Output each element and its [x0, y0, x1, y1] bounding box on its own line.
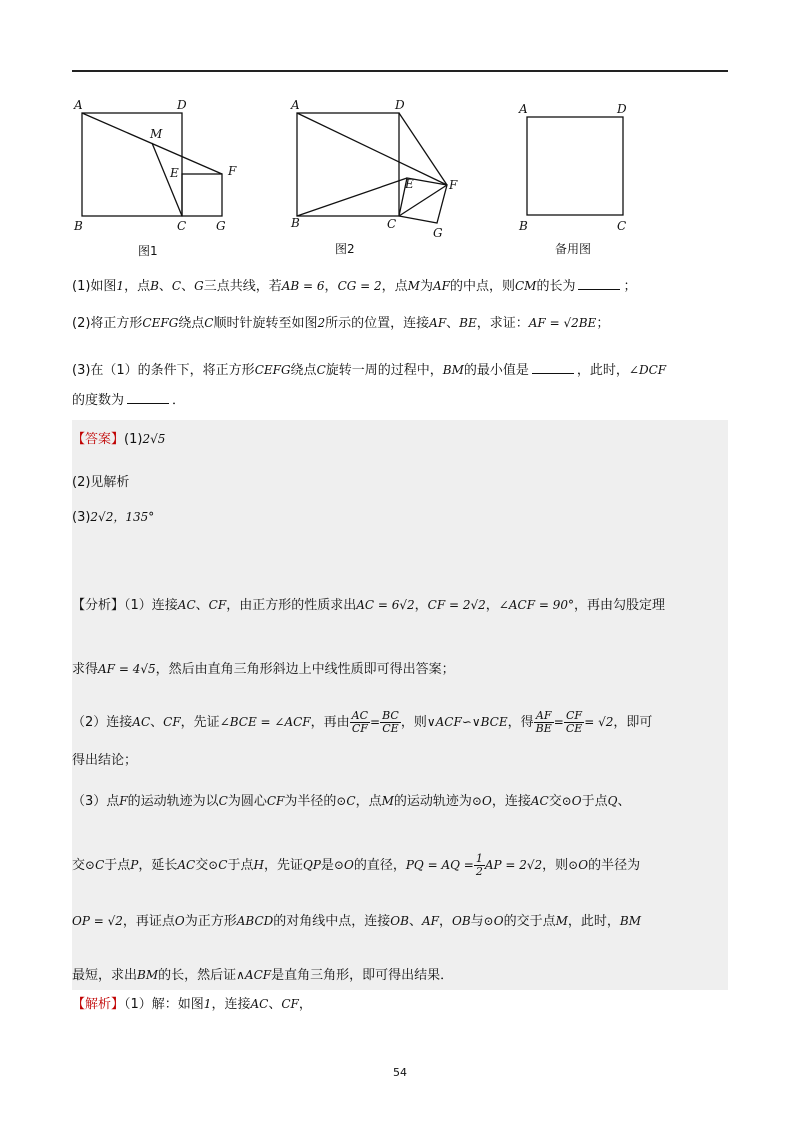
fig3-caption: 备用图: [555, 242, 592, 256]
answer-line-2: (2)见解析: [72, 475, 130, 490]
analysis-line-3: （2）连接AC、CF，先证∠BCE = ∠ACF，再由 $\frac{AC}{CF}$ = $\frac{BC}{CE}$ ，则∨ACF∽∨BCE，得 $\frac{AF}{BE}$ = $\frac{CF}{CE}$ = √2，即可: [72, 709, 653, 735]
fraction-cf-ce: $\frac{CF}{CE}$: [565, 709, 583, 735]
fraction-one-half: $\frac{1}{2}$: [475, 852, 483, 878]
fig2-label-G: G: [433, 226, 443, 240]
fraction-bc-ce: $\frac{BC}{CE}$: [382, 709, 399, 735]
fig2-caption: 图2: [335, 242, 355, 256]
fraction-af-be: $\frac{AF}{BE}$: [535, 709, 552, 735]
analysis-line-8: 最短，求出BM的长，然后证∧ACF是直角三角形，即可得出结果．: [72, 968, 454, 983]
question-2: (2)将正方形CEFG绕点C顺时针旋转至如图2所示的位置，连接AF、BE，求证：AF = √2BE；: [72, 316, 610, 331]
page-number: 54: [393, 1066, 407, 1079]
fig3-label-A: A: [519, 102, 528, 116]
fig1-caption: 图1: [138, 244, 158, 258]
header-rule: [72, 70, 728, 72]
fig2-label-C: C: [387, 217, 397, 231]
fig1-label-C: C: [177, 219, 187, 233]
answer-blank-3: [127, 391, 169, 404]
analysis-line-5: （3）点F的运动轨迹为以C为圆心CF为半径的⊙C，点M的运动轨迹为⊙O，连接AC交⊙O于点Q、: [72, 794, 631, 809]
fig2-label-A: A: [291, 98, 300, 112]
fig1-label-A: A: [74, 98, 83, 112]
analysis-line-2: 求得AF = 4√5，然后由直角三角形斜边上中线性质即可得出答案；: [72, 662, 455, 677]
figure-1-diagram: [70, 95, 260, 265]
question-3-line-1: (3)在（1）的条件下，将正方形CEFG绕点C旋转一周的过程中，BM的最小值是 ，此时，∠DCF: [72, 363, 667, 378]
fraction-ac-cf: $\frac{AC}{CF}$: [351, 709, 369, 735]
fig1-label-M: M: [150, 127, 163, 141]
analysis-line-6: 交⊙C于点P，延长AC交⊙C于点H，先证QP是⊙O的直径，PQ = AQ = $\frac{1}{2}$ AP = 2√2，则⊙O的半径为: [72, 852, 641, 878]
solution-line-1: 【解析】（1）解：如图1，连接AC、CF，: [72, 997, 312, 1012]
figure-1: [70, 95, 260, 269]
answer-blank-1: [578, 277, 620, 290]
figure-3-diagram: [515, 95, 655, 265]
answer-blank-2: [532, 361, 574, 374]
fig2-label-B: B: [291, 216, 300, 230]
fig1-label-G: G: [216, 219, 226, 233]
answer-analysis-panel: [72, 420, 728, 990]
analysis-line-7: OP = √2，再证点O为正方形ABCD的对角线中点，连接OB、AF，OB与⊙O的交于点M，此时，BM: [72, 914, 641, 929]
answer-line-1: 【答案】(1)2√5: [72, 432, 166, 447]
figure-2-diagram: [285, 95, 475, 265]
fig1-label-D: D: [177, 98, 187, 112]
answer-line-3: (3)2√2，135°: [72, 510, 155, 525]
fig1-label-E: E: [170, 166, 179, 180]
fig3-label-B: B: [519, 219, 528, 233]
fig3-label-C: C: [617, 219, 627, 233]
fig2-label-D: D: [395, 98, 405, 112]
fig1-label-F: F: [228, 164, 237, 178]
figure-3: [515, 95, 655, 269]
analysis-line-4: 得出结论；: [72, 753, 138, 768]
question-1: (1)如图1，点B、C、G三点共线，若AB = 6，CG = 2，点M为AF的中点，则CM的长为 ；: [72, 279, 637, 294]
figure-2: [285, 95, 475, 269]
fig2-label-F: F: [449, 178, 458, 192]
fig1-label-B: B: [74, 219, 83, 233]
fig3-label-D: D: [617, 102, 627, 116]
fig2-label-E: E: [405, 177, 414, 191]
question-3-line-2: 的度数为 ．: [72, 393, 186, 408]
analysis-line-1: 【分析】（1）连接AC、CF，由正方形的性质求出AC = 6√2，CF = 2√2，∠ACF = 90°，再由勾股定理: [72, 598, 665, 613]
